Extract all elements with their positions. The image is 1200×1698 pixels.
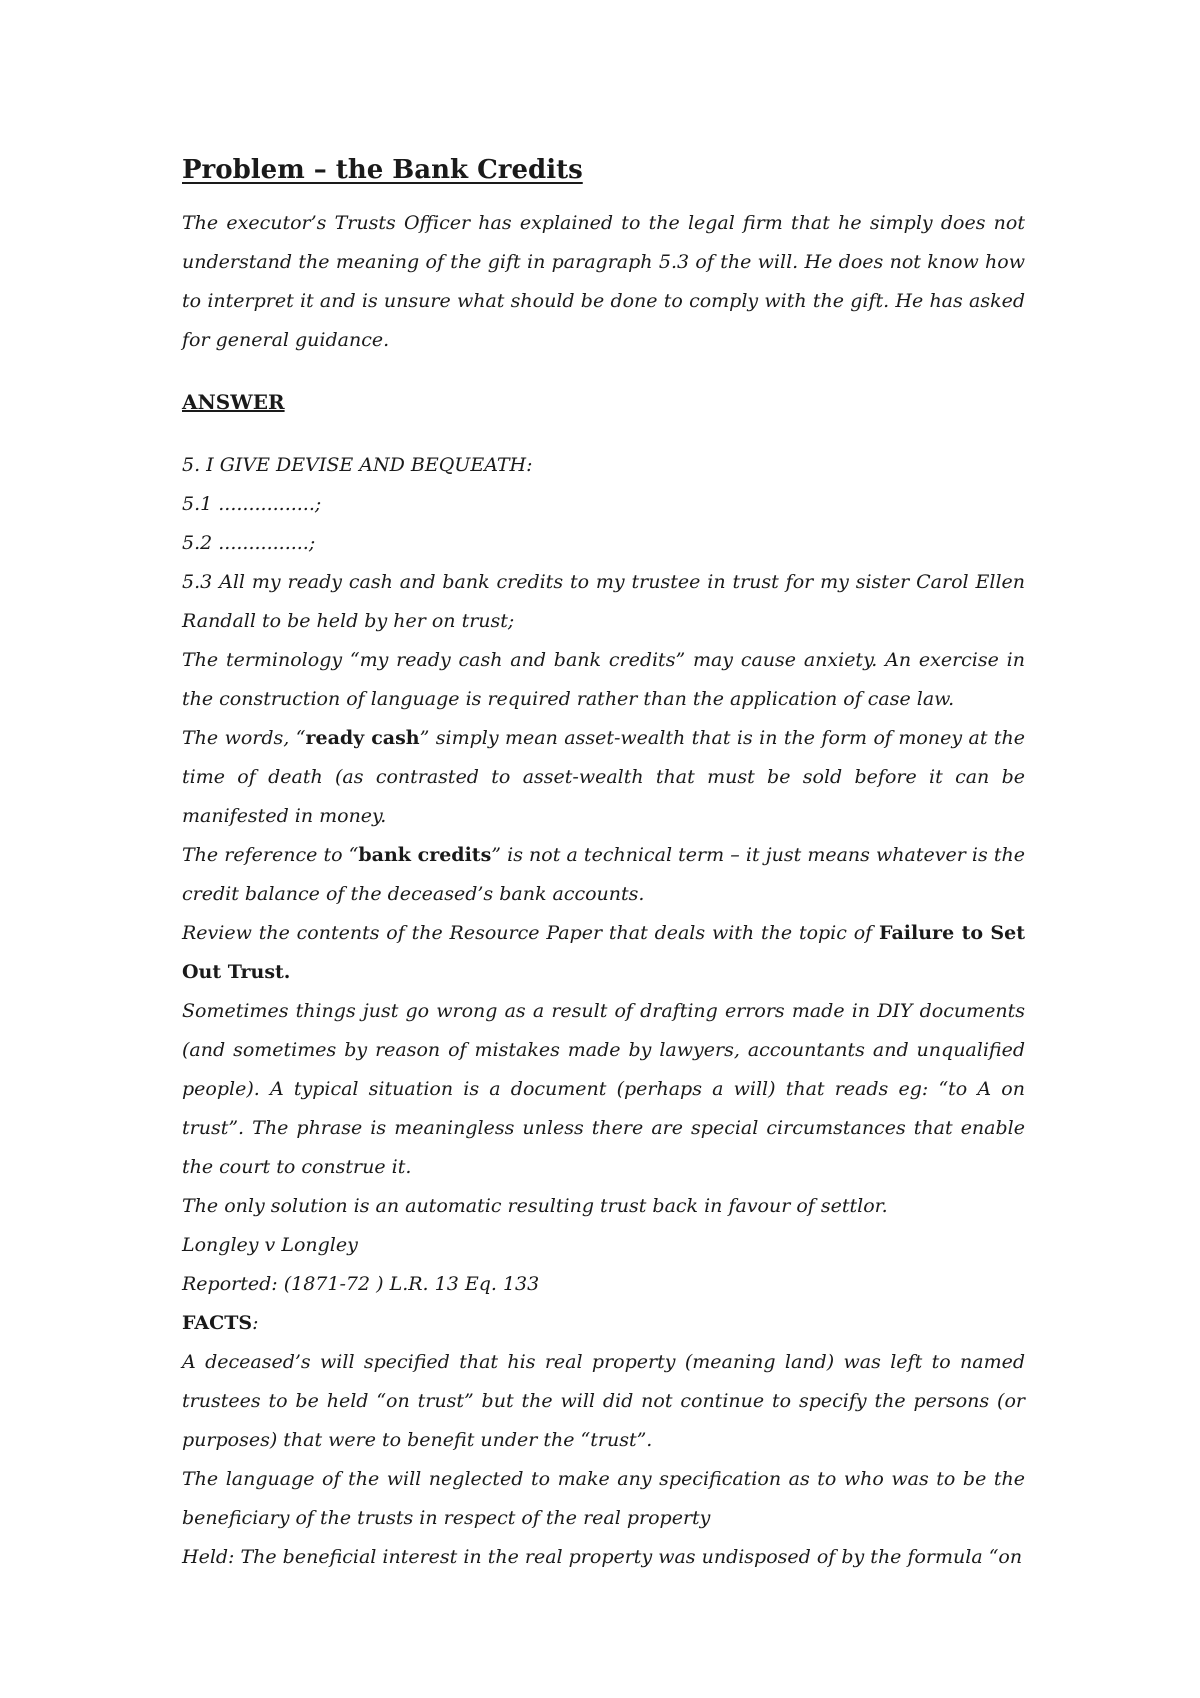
- ready-cash-term: ready cash: [305, 727, 420, 749]
- facts-colon: :: [252, 1312, 259, 1334]
- facts-paragraph-1: A deceased’s will specified that his real property (meaning land) was left to named trustees to be held “on trust” but the will did not continue to specify the persons (or purposes) that were to benefit under the “trust”.: [182, 1351, 1025, 1451]
- bank-credits-after: ” is not a technical term – it just means whatever is the credit balance of the deceased’s bank accounts.: [182, 844, 1025, 905]
- facts-paragraph-2: The language of the will neglected to make any specification as to who was to be the beneficiary of the trusts in respect of the real property: [182, 1468, 1025, 1529]
- intro-section: [182, 204, 1025, 360]
- only-solution-paragraph: The only solution is an automatic resulting trust back in favour of settlor.: [182, 1195, 888, 1217]
- case-reported: Reported: (1871-72 ) L.R. 13 Eq. 133: [182, 1273, 540, 1295]
- review-paragraph: [182, 914, 1025, 992]
- ready-cash-before: The words, “: [182, 727, 306, 749]
- ready-cash-after: ” simply mean asset-wealth that is in the form of money at the time of death (as contrasted to asset-wealth that must be sold before it can be manifested in money.: [182, 727, 1025, 827]
- page-title: Problem – the Bank Credits: [182, 155, 583, 185]
- will-item-5-2: 5.2 ...............;: [182, 532, 316, 554]
- answer-heading: ANSWER: [182, 390, 285, 414]
- sometimes-paragraph: Sometimes things just go wrong as a result of drafting errors made in DIY documents (and sometimes by reason of mistakes made by lawyers, accountants and unqualified people). A typical situation is a document (perhaps a will) that reads eg: “to A on trust”. The phrase is meaningless unless there are special circumstances that enable the court to construe it.: [182, 1000, 1025, 1178]
- facts-heading: [182, 1304, 1025, 1343]
- intro-paragraph: The executor’s Trusts Officer has explained to the legal firm that he simply does not understand the meaning of the gift in paragraph 5.3 of the will. He does not know how to interpret it and is unsure what should be done to comply with the gift. He has asked for general guidance.: [182, 212, 1025, 351]
- ready-cash-paragraph: [182, 719, 1025, 836]
- review-before: Review the contents of the Resource Paper that deals with the topic of: [182, 922, 880, 944]
- case-name: Longley v Longley: [182, 1234, 358, 1256]
- will-item-5-3: 5.3 All my ready cash and bank credits to my trustee in trust for my sister Carol Ellen Randall to be held by her on trust;: [182, 571, 1025, 632]
- will-clause: 5. I GIVE DEVISE AND BEQUEATH:: [182, 454, 533, 476]
- terminology-paragraph: The terminology “my ready cash and bank credits” may cause anxiety. An exercise in the construction of language is required rather than the application of case law.: [182, 649, 1025, 710]
- bank-credits-before: The reference to “: [182, 844, 359, 866]
- document-page: [182, 150, 1025, 1577]
- bank-credits-term: bank credits: [358, 844, 492, 866]
- answer-body: [182, 446, 1025, 1577]
- held-paragraph: Held: The beneficial interest in the real property was undisposed of by the formula “on: [182, 1546, 1023, 1568]
- bank-credits-paragraph: [182, 836, 1025, 914]
- facts-label: FACTS: [182, 1312, 253, 1334]
- will-item-5-1: 5.1 ................;: [182, 493, 322, 515]
- review-topic: Failure to Set Out Trust.: [182, 922, 1026, 983]
